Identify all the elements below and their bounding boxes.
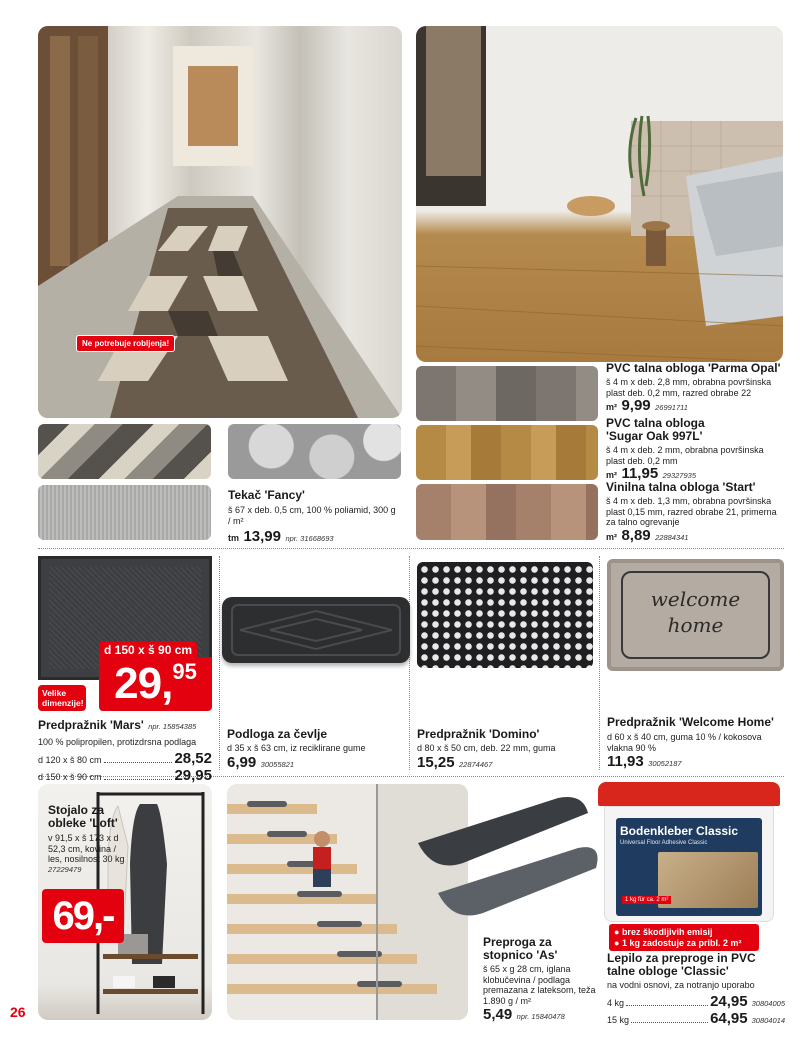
glue-bucket-label: Bodenkleber Classic xyxy=(620,824,739,838)
floor-desc-3: š 4 m x deb. 1,3 mm, obrabna površinska plast 0,15 mm, razred obrabe 21, primerna za talno ogrevanje xyxy=(606,496,777,527)
welcome-mat-image xyxy=(607,559,784,671)
welcome-artno: 30052187 xyxy=(648,759,682,768)
runner-desc: š 67 x deb. 0,5 cm, 100 % poliamid, 300 g / m² xyxy=(228,505,396,526)
floor-title-2: PVC talna obloga 'Sugar Oak 997L' xyxy=(606,416,705,443)
stair-text xyxy=(483,936,601,1024)
domino-artno: 22874467 xyxy=(459,759,493,769)
floor-desc-2: š 4 m x deb. 2 mm, obrabna površinska plast deb. 0,2 mm xyxy=(606,445,764,466)
loft-price-tag: 69,- xyxy=(42,889,124,943)
runner-text xyxy=(228,489,398,546)
page-number: 26 xyxy=(10,1004,26,1020)
col-separator-2 xyxy=(409,556,410,770)
glue-bullet-1: ● brez škodljivih emisij xyxy=(614,927,713,937)
glue-text xyxy=(607,952,785,1027)
corridor-photo xyxy=(38,26,402,418)
stair-artno: npr. 15840478 xyxy=(516,1012,565,1021)
shoe-tray-title: Podloga za čevlje xyxy=(227,727,328,741)
loft-desc: v 91,5 x š 173 x d 52,3 cm, kovina / les, nosilnost 30 kg xyxy=(48,833,125,864)
floor-artno-3: 22884341 xyxy=(655,532,689,542)
floor-title-1: PVC talna obloga 'Parma Opal' xyxy=(606,361,781,375)
bedroom-photo xyxy=(416,26,783,362)
mars-row-2-label: d 150 x š 90 cm xyxy=(38,771,102,782)
glue-row-1-price: 24,95 xyxy=(710,992,748,1010)
floor-item-2 xyxy=(606,417,784,483)
mars-size-tag: d 150 x š 90 cm xyxy=(99,641,197,659)
mars-price-block xyxy=(99,657,212,711)
glue-bucket-note: 1 kg für ca. 2 m² xyxy=(622,896,671,904)
floor-desc-1: š 4 m x deb. 2,8 mm, obrabna površinska plast deb. 0,2 mm, razred obrabe 22 xyxy=(606,377,772,398)
glue-row-2-label: 15 kg xyxy=(607,1014,630,1025)
floor-unit-3: m² xyxy=(606,531,617,542)
glue-row-1-label: 4 kg xyxy=(607,997,625,1008)
loft-rack-photo xyxy=(38,784,212,1020)
glue-title: Lepilo za preproge in PVC talne obloge 'Classic' xyxy=(607,951,756,978)
mars-big-size-badge: Velike dimenzije! xyxy=(38,685,86,711)
floor-unit-1: m² xyxy=(606,402,617,412)
shoe-tray-price: 6,99 xyxy=(227,753,257,771)
mars-big-price: 29, xyxy=(114,659,173,708)
shoe-tray-image xyxy=(222,597,410,663)
mars-artno: npr. 15854385 xyxy=(148,722,197,731)
glue-bullet-2-text: 1 kg zadostuje za pribl. 2 m² xyxy=(621,937,742,948)
floor-item-1 xyxy=(606,362,784,415)
glue-row-2-price: 64,95 xyxy=(710,1009,748,1027)
runner-swatch-1 xyxy=(38,424,211,479)
runner-swatch-3 xyxy=(38,485,211,540)
domino-price: 15,25 xyxy=(417,753,455,771)
welcome-text xyxy=(607,716,787,771)
floor-unit-2: m² xyxy=(606,470,617,480)
floor-price-1: 9,99 xyxy=(621,397,651,414)
glue-bucket-sub: Universal Floor Adhesive Classic xyxy=(620,840,708,846)
glue-bullets xyxy=(609,924,759,951)
domino-text xyxy=(417,728,597,772)
col-separator-1 xyxy=(219,556,220,770)
mars-desc: 100 % polipropilen, protizdrsna podlaga xyxy=(38,737,197,747)
domino-mat-image xyxy=(417,562,593,668)
floor-price-3: 8,89 xyxy=(621,526,651,544)
welcome-mat-line2: home xyxy=(667,613,724,637)
stair-pads-illustration xyxy=(408,788,598,928)
mars-row-1-label: d 120 x š 80 cm xyxy=(38,754,102,765)
mars-row-2-price: 29,95 xyxy=(174,766,212,784)
mars-row-2 xyxy=(38,767,212,784)
glue-bullet-1-text: brez škodljivih emisij xyxy=(621,927,713,937)
runner-price: 13,99 xyxy=(243,528,281,545)
mars-row-1 xyxy=(38,750,212,767)
mars-title: Predpražnik 'Mars' xyxy=(38,718,144,732)
mars-row-1-price: 28,52 xyxy=(174,749,212,767)
domino-title: Predpražnik 'Domino' xyxy=(417,727,540,741)
runner-artno: npr. 31668693 xyxy=(285,534,334,543)
glue-bullet-2: ● 1 kg zadostuje za pribl. 2 m² xyxy=(614,937,742,948)
shoe-tray-desc: d 35 x š 63 cm, iz reciklirane gume xyxy=(227,743,366,753)
bedroom-illustration xyxy=(416,26,783,362)
loft-text xyxy=(48,804,130,874)
loft-title: Stojalo za obleke 'Loft' xyxy=(48,803,118,830)
shoe-tray-pattern xyxy=(222,597,410,663)
floor-swatch-sugar-oak xyxy=(416,425,598,480)
welcome-title: Predpražnik 'Welcome Home' xyxy=(607,715,774,729)
mars-text xyxy=(38,716,212,784)
no-seam-badge: Ne potrebuje robljenja! xyxy=(76,335,175,352)
floor-swatch-parma-opal xyxy=(416,366,598,421)
domino-desc: d 80 x š 50 cm, deb. 22 mm, guma xyxy=(417,743,556,753)
runner-unit: tm xyxy=(228,533,239,543)
stair-desc: š 65 x g 28 cm, iglana klobučevina / podlaga premazana z lateksom, teža 1.890 g / m² xyxy=(483,964,596,1006)
glue-row-1 xyxy=(607,993,785,1010)
floor-artno-2: 29327935 xyxy=(662,471,696,480)
glue-row-2-artno: 30804014 xyxy=(751,1015,785,1025)
floor-title-3: Vinilna talna obloga 'Start' xyxy=(606,480,756,494)
shoe-tray-artno: 30055821 xyxy=(260,759,295,769)
glue-bucket-image xyxy=(598,782,780,922)
welcome-mat-line1: welcome xyxy=(650,587,741,611)
floor-artno-1: 26991711 xyxy=(655,403,688,412)
glue-desc: na vodni osnovi, za notranjo uporabo xyxy=(607,980,755,990)
floor-swatch-start xyxy=(416,484,598,540)
floor-price-2: 11,95 xyxy=(621,465,659,482)
corridor-illustration xyxy=(38,26,402,418)
glue-row-2 xyxy=(607,1010,785,1027)
row-separator-1 xyxy=(38,548,784,549)
shoe-tray-text xyxy=(227,728,403,772)
col-separator-3 xyxy=(599,556,600,770)
stair-title: Preproga za stopnico 'As' xyxy=(483,935,558,962)
stair-price: 5,49 xyxy=(483,1006,513,1023)
stair-pads-image xyxy=(408,788,598,928)
loft-artno: 27229479 xyxy=(48,864,82,874)
runner-swatch-2 xyxy=(228,424,401,479)
welcome-desc: d 60 x š 40 cm, guma 10 % / kokosova vlakna 90 % xyxy=(607,732,762,753)
runner-title: Tekač 'Fancy' xyxy=(228,488,305,502)
glue-row-1-artno: 30804005 xyxy=(751,998,785,1008)
floor-item-3 xyxy=(606,481,784,545)
welcome-price: 11,93 xyxy=(607,753,644,770)
mars-big-price-cents: 95 xyxy=(172,659,197,684)
